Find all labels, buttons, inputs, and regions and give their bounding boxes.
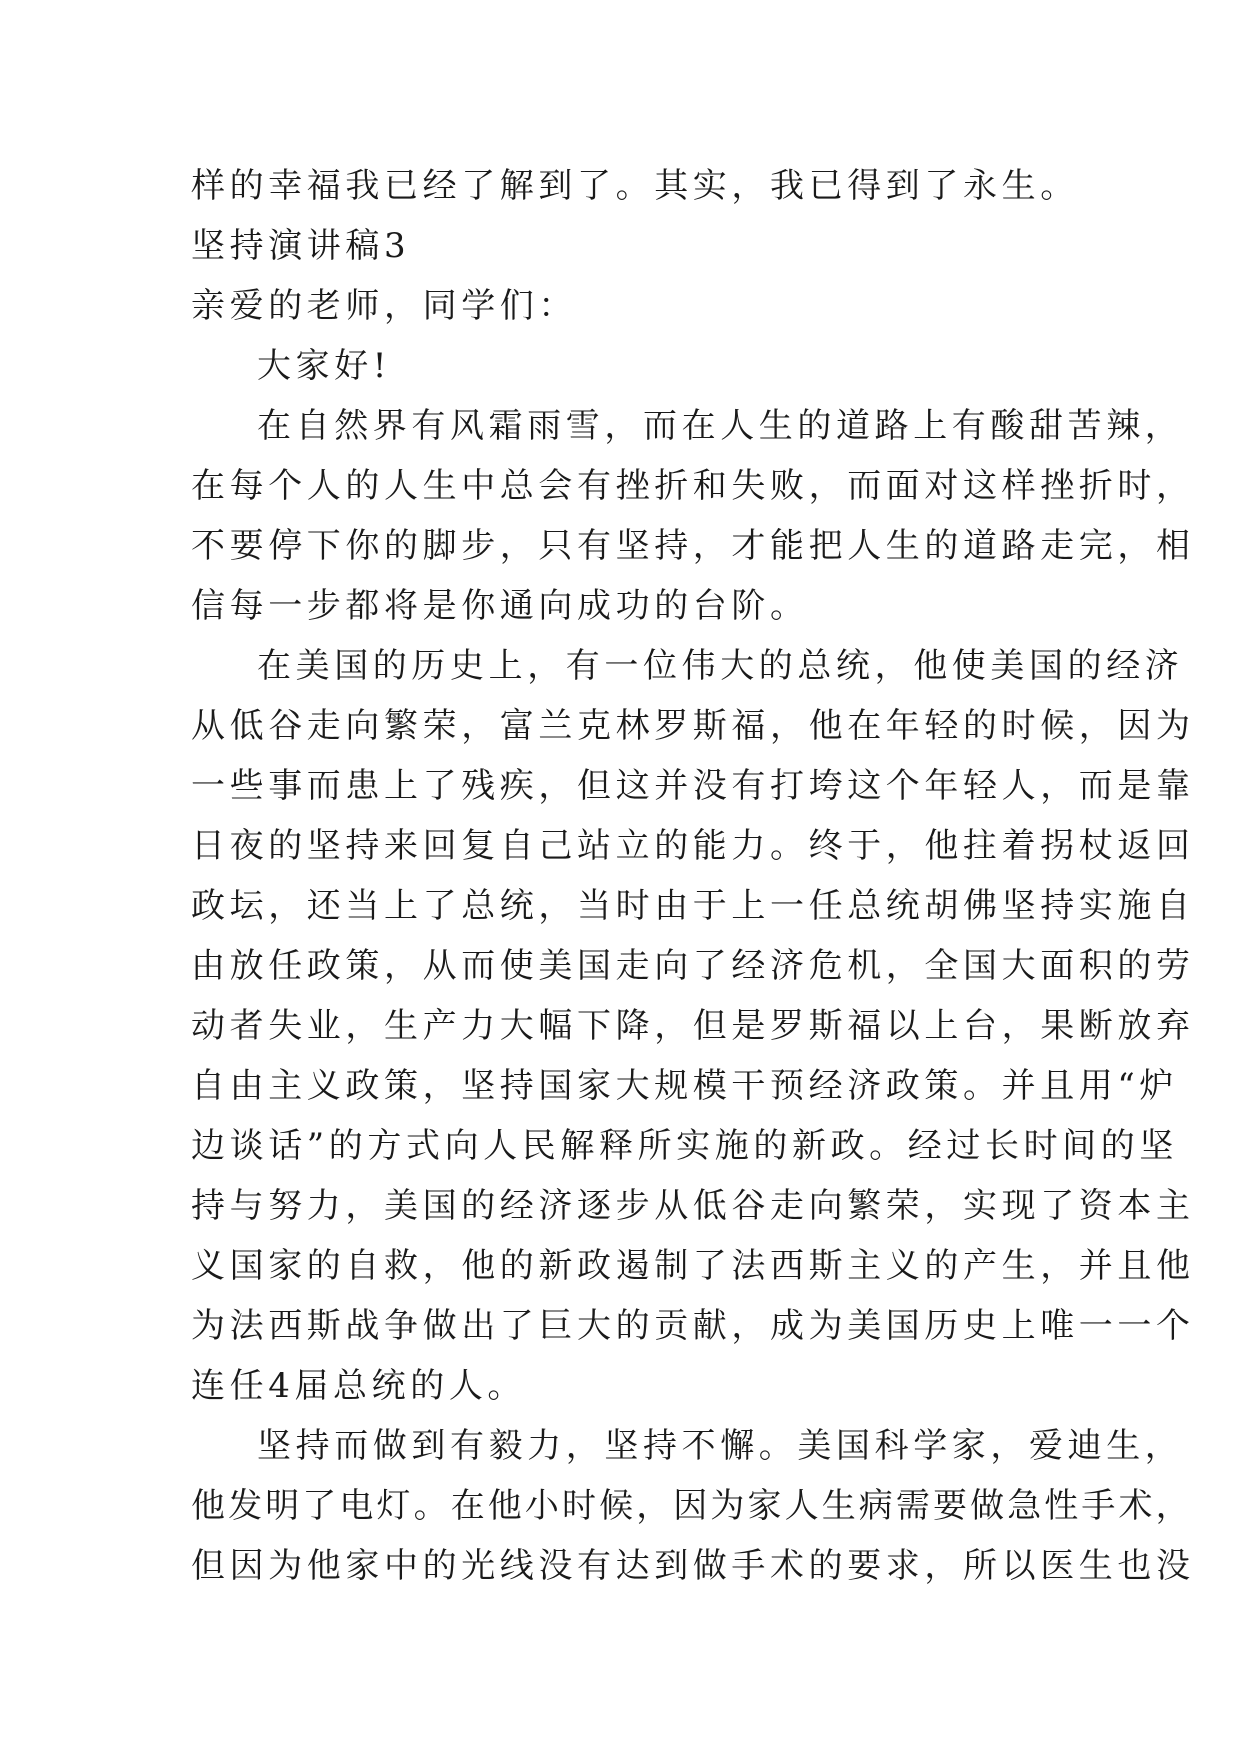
paragraph-line: 信每一步都将是你通向成功的台阶。 (191, 586, 809, 626)
paragraph-line: 持与努力，美国的经济逐步从低谷走向繁荣，实现了资本主 (191, 1186, 1195, 1226)
paragraph-line: 自由主义政策，坚持国家大规模干预经济政策。并且用“炉 (191, 1066, 1178, 1106)
greeting: 大家好! (257, 346, 392, 386)
paragraph-line: 他发明了电灯。在他小时候，因为家人生病需要做急性手术， (191, 1486, 1193, 1526)
paragraph-line: 边谈话”的方式向人民解释所实施的新政。经过长时间的坚 (191, 1126, 1178, 1166)
paragraph-line: 连任4届总统的人。 (191, 1366, 527, 1406)
paragraph-line: 日夜的坚持来回复自己站立的能力。终于，他拄着拐杖返回 (191, 826, 1195, 866)
text-line: 样的幸福我已经了解到了。其实，我已得到了永生。 (191, 166, 1079, 206)
paragraph-line: 不要停下你的脚步，只有坚持，才能把人生的道路走完，相 (191, 526, 1195, 566)
paragraph-line: 义国家的自救，他的新政遏制了法西斯主义的产生，并且他 (191, 1246, 1195, 1286)
paragraph-line: 但因为他家中的光线没有达到做手术的要求，所以医生也没 (191, 1546, 1195, 1586)
section-heading: 坚持演讲稿3 (191, 226, 411, 266)
paragraph-line: 一些事而患上了残疾，但这并没有打垮这个年轻人，而是靠 (191, 766, 1195, 806)
salutation: 亲爱的老师，同学们： (191, 286, 577, 326)
paragraph-line: 坚持而做到有毅力，坚持不懈。美国科学家，爱迪生， (257, 1426, 1184, 1466)
paragraph-line: 在美国的历史上，有一位伟大的总统，他使美国的经济 (257, 646, 1184, 686)
paragraph-line: 在每个人的人生中总会有挫折和失败，而面对这样挫折时， (191, 466, 1195, 506)
paragraph-line: 在自然界有风霜雨雪，而在人生的道路上有酸甜苦辣， (257, 406, 1184, 446)
paragraph-line: 从低谷走向繁荣，富兰克林罗斯福，他在年轻的时候，因为 (191, 706, 1195, 746)
paragraph-line: 为法西斯战争做出了巨大的贡献，成为美国历史上唯一一个 (191, 1306, 1195, 1346)
paragraph-line: 由放任政策，从而使美国走向了经济危机，全国大面积的劳 (191, 946, 1195, 986)
paragraph-line: 动者失业，生产力大幅下降，但是罗斯福以上台，果断放弃 (191, 1006, 1195, 1046)
paragraph-line: 政坛，还当上了总统，当时由于上一任总统胡佛坚持实施自 (191, 886, 1195, 926)
